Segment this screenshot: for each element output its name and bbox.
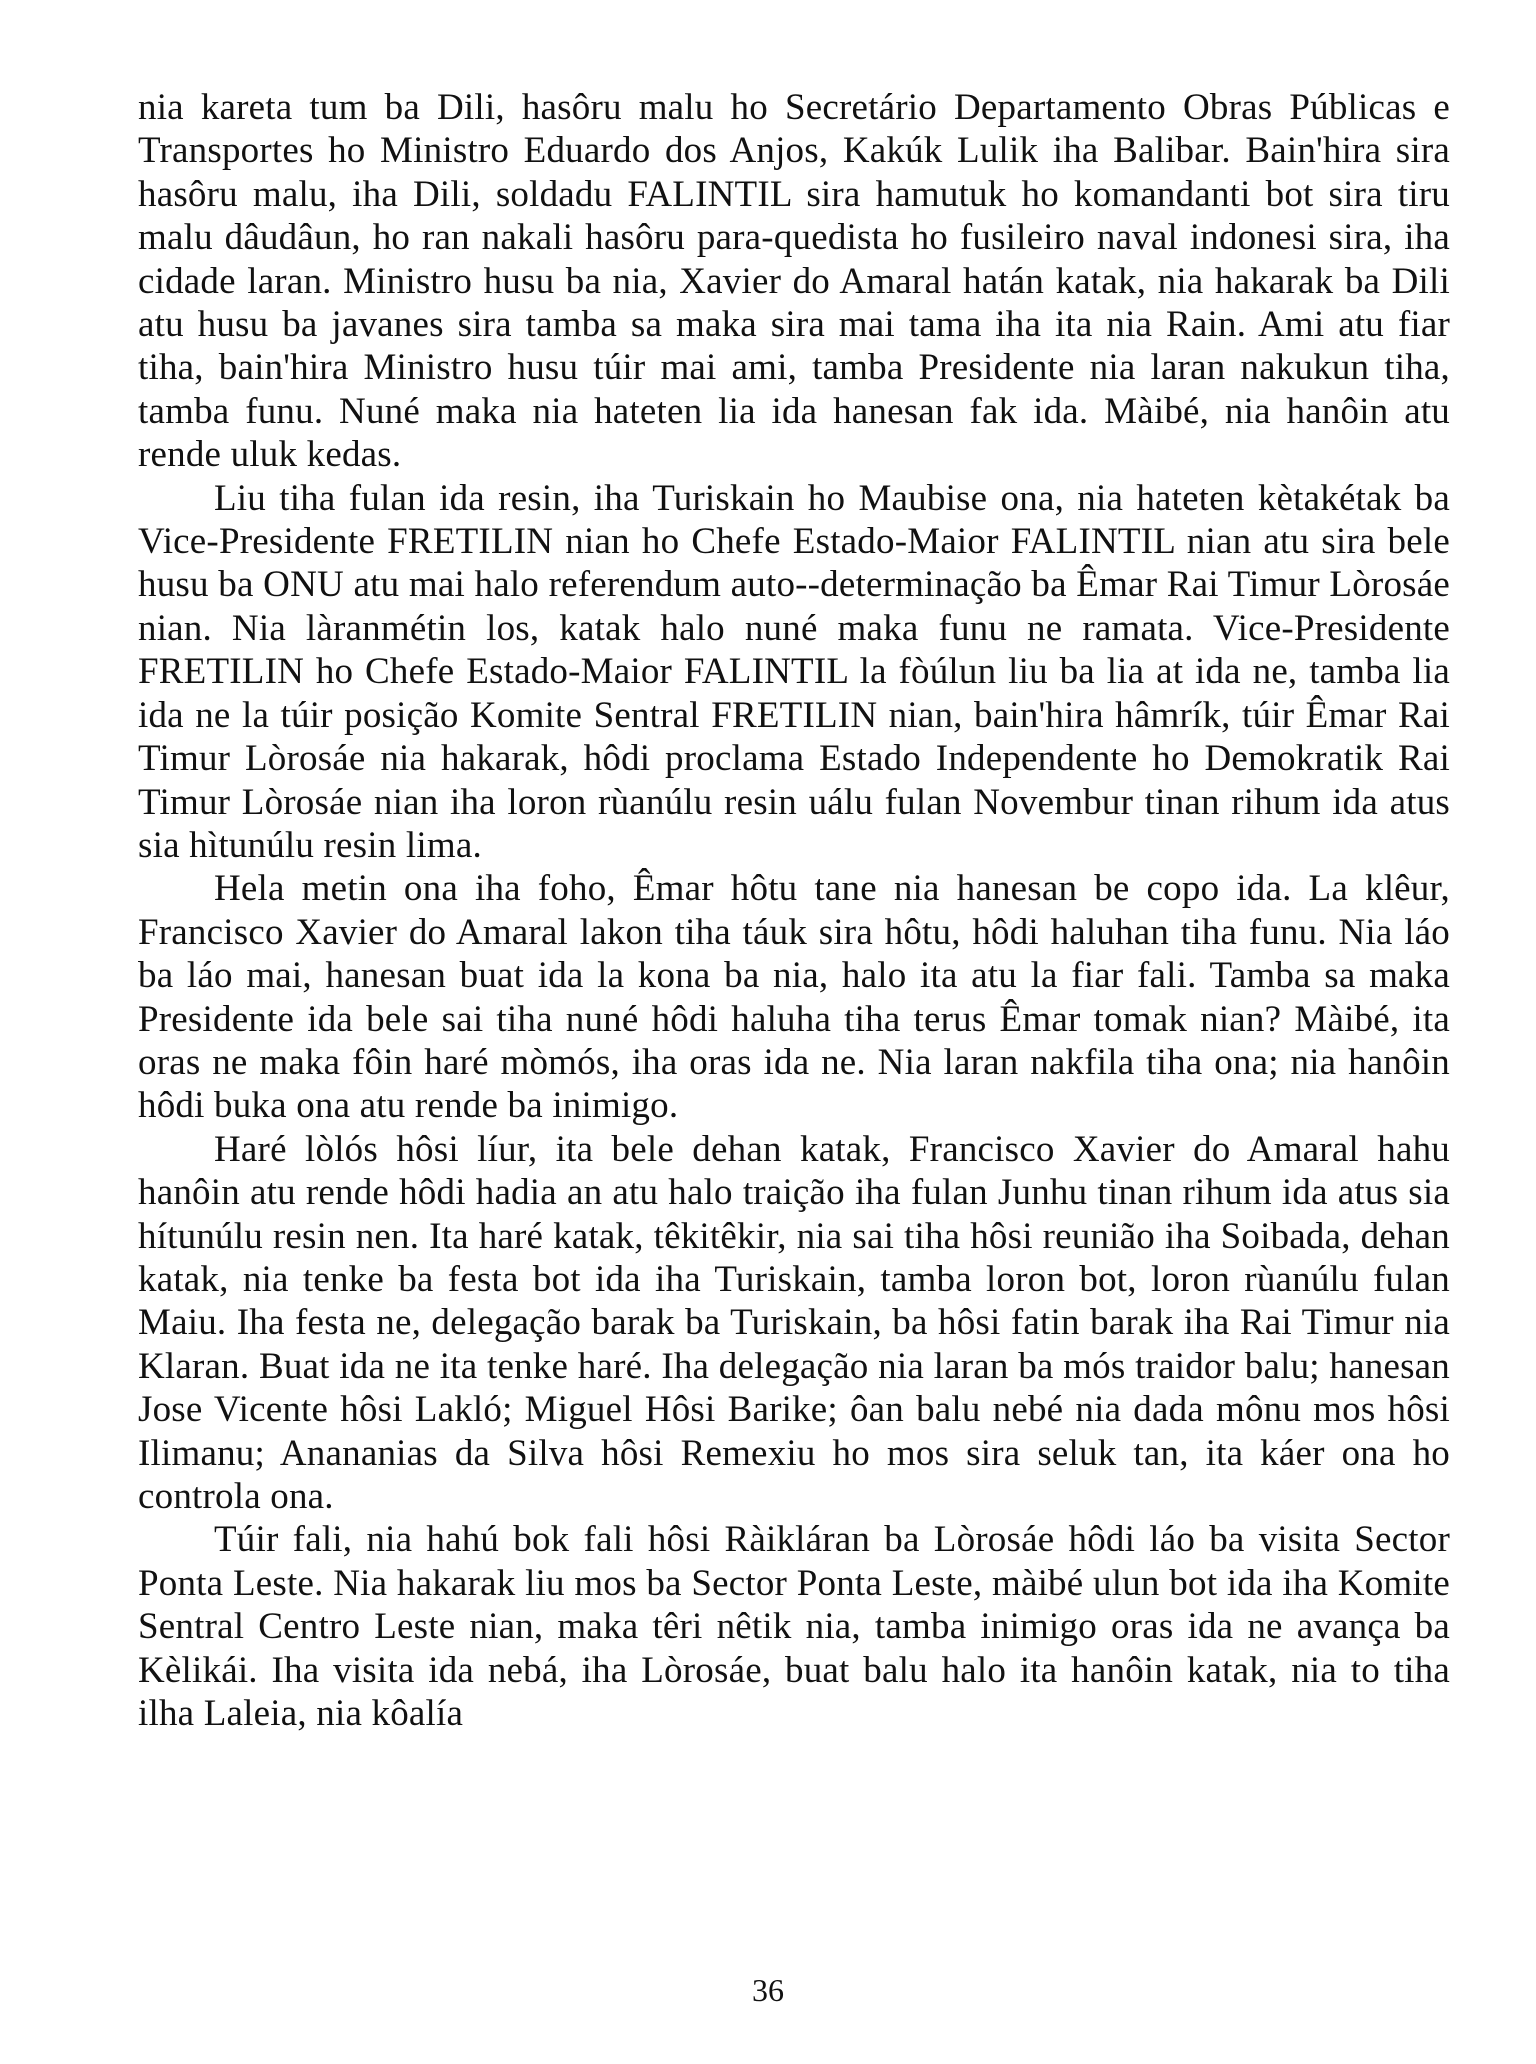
page-body bbox=[138, 86, 1450, 1735]
page-number: 36 bbox=[752, 1972, 784, 2008]
paragraph-3: Hela metin ona iha foho, Êmar hôtu tane nia hanesan be copo ida. La klêur, Francisco Xavier do Amaral lakon tiha táuk sira hôtu, hôdi haluhan tiha funu. Nia láo ba láo mai, hanesan buat ida la kona ba nia, halo ita atu la fiar fali. Tamba sa maka Presidente ida bele sai tiha nuné hôdi haluha tiha terus Êmar tomak nian? Màibé, ita oras ne maka fôin haré mòmós, iha oras ida ne. Nia laran nakfila tiha ona; nia hanôin hôdi buka ona atu rende ba inimigo. bbox=[138, 868, 1450, 1127]
paragraph-4: Haré lòlós hôsi líur, ita bele dehan katak, Francisco Xavier do Amaral hahu hanôin atu rende hôdi hadia an atu halo traição iha fulan Junhu tinan rihum ida atus sia hítunúlu resin nen. Ita haré katak, têkitêkir, nia sai tiha hôsi reunião iha Soibada, dehan katak, nia tenke ba festa bot ida iha Turiskain, tamba loron bot, loron rùanúlu fulan Maiu. Iha festa ne, delegação barak ba Turiskain, ba hôsi fatin barak iha Rai Timur nia Klaran. Buat ida ne ita tenke haré. Iha delegação nia laran ba mós traidor balu; hanesan Jose Vicente hôsi Lakló; Miguel Hôsi Barike; ôan balu nebé nia dada mônu mos hôsi Ilimanu; Anananias da Silva hôsi Remexiu ho mos sira seluk tan, ita káer ona ho controla ona. bbox=[138, 1128, 1450, 1517]
paragraph-2: Liu tiha fulan ida resin, iha Turiskain ho Maubise ona, nia hateten kètakétak ba Vice-Presidente FRETILIN nian ho Chefe Estado-Maior FALINTIL nian atu sira bele husu ba ONU atu mai halo referendum auto--determinação ba Êmar Rai Timur Lòrosáe nian. Nia làranmétin los, katak halo nuné maka funu ne ramata. Vice-Presidente FRETILIN ho Chefe Estado-Maior FALINTIL la fòúlun liu ba lia at ida ne, tamba lia ida ne la túir posição Komite Sentral FRETILIN nian, bain'hira hâmrík, túir Êmar Rai Timur Lòrosáe nia hakarak, hôdi proclama Estado Independente ho Demokratik Rai Timur Lòrosáe nian iha loron rùanúlu resin uálu fulan Novembur tinan rihum ida atus sia hìtunúlu resin lima. bbox=[138, 477, 1450, 866]
paragraph-1: nia kareta tum ba Dili, hasôru malu ho Secretário Departamento Obras Públicas e Transportes ho Ministro Eduardo dos Anjos, Kakúk Lulik iha Balibar. Bain'hira sira hasôru malu, iha Dili, soldadu FALINTIL sira hamutuk ho komandanti bot sira tiru malu dâudâun, ho ran nakali hasôru para-quedista ho fusileiro naval indonesi sira, iha cidade laran. Ministro husu ba nia, Xavier do Amaral hatán katak, nia hakarak ba Dili atu husu ba javanes sira tamba sa maka sira mai tama iha ita nia Rain. Ami atu fiar tiha, bain'hira Ministro husu túir mai ami, tamba Presidente nia laran nakukun tiha, tamba funu. Nuné maka nia hateten lia ida hanesan fak ida. Màibé, nia hanôin atu rende uluk kedas. bbox=[138, 87, 1450, 476]
paragraph-5: Túir fali, nia hahú bok fali hôsi Ràikláran ba Lòrosáe hôdi láo ba visita Sector Ponta Leste. Nia hakarak liu mos ba Sector Ponta Leste, màibé ulun bot ida iha Komite Sentral Centro Leste nian, maka têri nêtik nia, tamba inimigo oras ida ne avança ba Kèlikái. Iha visita ida nebá, iha Lòrosáe, buat balu halo ita hanôin katak, nia to tiha ilha Laleia, nia kôalía bbox=[138, 1519, 1450, 1735]
